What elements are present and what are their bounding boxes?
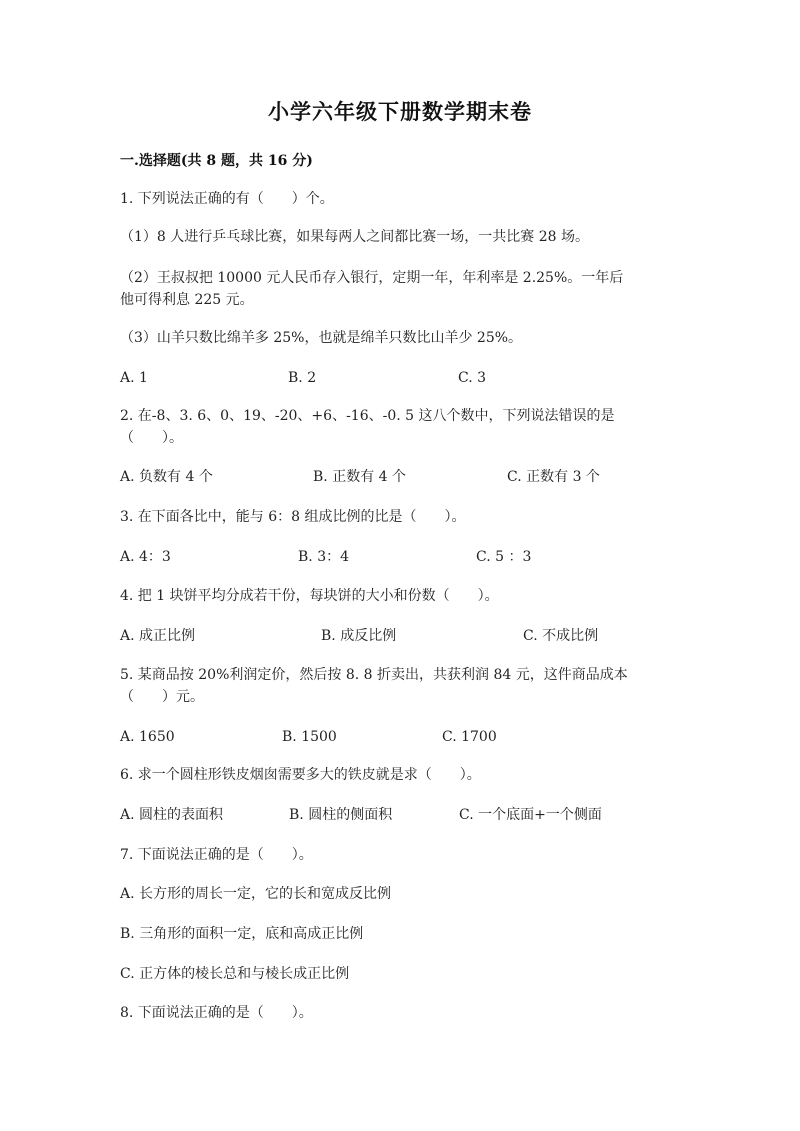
question-3-option-b: B. 3：4 — [298, 549, 350, 565]
question-4-option-b: B. 成反比例 — [321, 628, 397, 644]
question-2-option-a: A. 负数有 4 个 — [120, 469, 213, 485]
question-7-stem: 7. 下面说法正确的是（ ）。 — [120, 847, 313, 863]
question-2-option-b: B. 正数有 4 个 — [313, 469, 406, 485]
question-1-statement-3: （3）山羊只数比绵羊多 25%，也就是绵羊只数比山羊少 25%。 — [120, 330, 523, 346]
question-1-stem: 1. 下列说法正确的有（ ）个。 — [120, 191, 334, 207]
question-5-option-a: A. 1650 — [120, 729, 175, 745]
question-6-option-a: A. 圆柱的表面积 — [120, 807, 224, 823]
question-3-option-c: C. 5 ：3 — [476, 549, 532, 565]
question-2-stem: 2. 在-8、3. 6、0、19、-20、+6、-16、-0. 5 这八个数中，下列说法错误的是 — [120, 408, 615, 424]
question-4-stem: 4. 把 1 块饼平均分成若干份，每块饼的大小和份数（ ）。 — [120, 588, 499, 604]
question-7-option-a: A. 长方形的周长一定，它的长和宽成反比例 — [120, 886, 392, 902]
question-6-option-b: B. 圆柱的侧面积 — [289, 807, 393, 823]
question-7-option-c: C. 正方体的棱长总和与棱长成正比例 — [120, 966, 350, 982]
question-5-stem-cont: （ ）元。 — [120, 689, 204, 705]
question-1-statement-2: （2）王叔叔把 10000 元人民币存入银行，定期一年，年利率是 2.25%。一年后 — [120, 270, 624, 286]
question-5-option-b: B. 1500 — [282, 729, 337, 745]
question-3-option-a: A. 4：3 — [120, 549, 171, 565]
question-1-option-c: C. 3 — [458, 370, 487, 386]
question-1-option-b: B. 2 — [288, 370, 317, 386]
question-2-option-c: C. 正数有 3 个 — [507, 469, 600, 485]
section-heading: 一.选择题(共 8 题，共 16 分) — [120, 153, 313, 169]
question-1-statement-2-cont: 他可得利息 225 元。 — [120, 292, 254, 308]
question-5-stem: 5. 某商品按 20%利润定价，然后按 8. 8 折卖出，共获利润 84 元，这件商品成本 — [120, 667, 628, 683]
page-title: 小学六年级下册数学期末卷 — [268, 99, 532, 124]
question-7-option-b: B. 三角形的面积一定，底和高成正比例 — [120, 926, 364, 942]
question-5-option-c: C. 1700 — [442, 729, 497, 745]
question-4-option-a: A. 成正比例 — [120, 628, 196, 644]
question-8-stem: 8. 下面说法正确的是（ ）。 — [120, 1005, 313, 1021]
question-6-option-c: C. 一个底面+一个侧面 — [459, 807, 602, 823]
question-4-option-c: C. 不成比例 — [523, 628, 599, 644]
question-1-statement-1: （1）8 人进行乒乓球比赛，如果每两人之间都比赛一场，一共比赛 28 场。 — [120, 229, 589, 245]
question-2-stem-cont: （ ）。 — [120, 430, 183, 446]
question-1-option-a: A. 1 — [120, 370, 148, 386]
question-6-stem: 6. 求一个圆柱形铁皮烟囱需要多大的铁皮就是求（ ）。 — [120, 767, 481, 783]
question-3-stem: 3. 在下面各比中，能与 6：8 组成比例的比是（ ）。 — [120, 509, 466, 525]
